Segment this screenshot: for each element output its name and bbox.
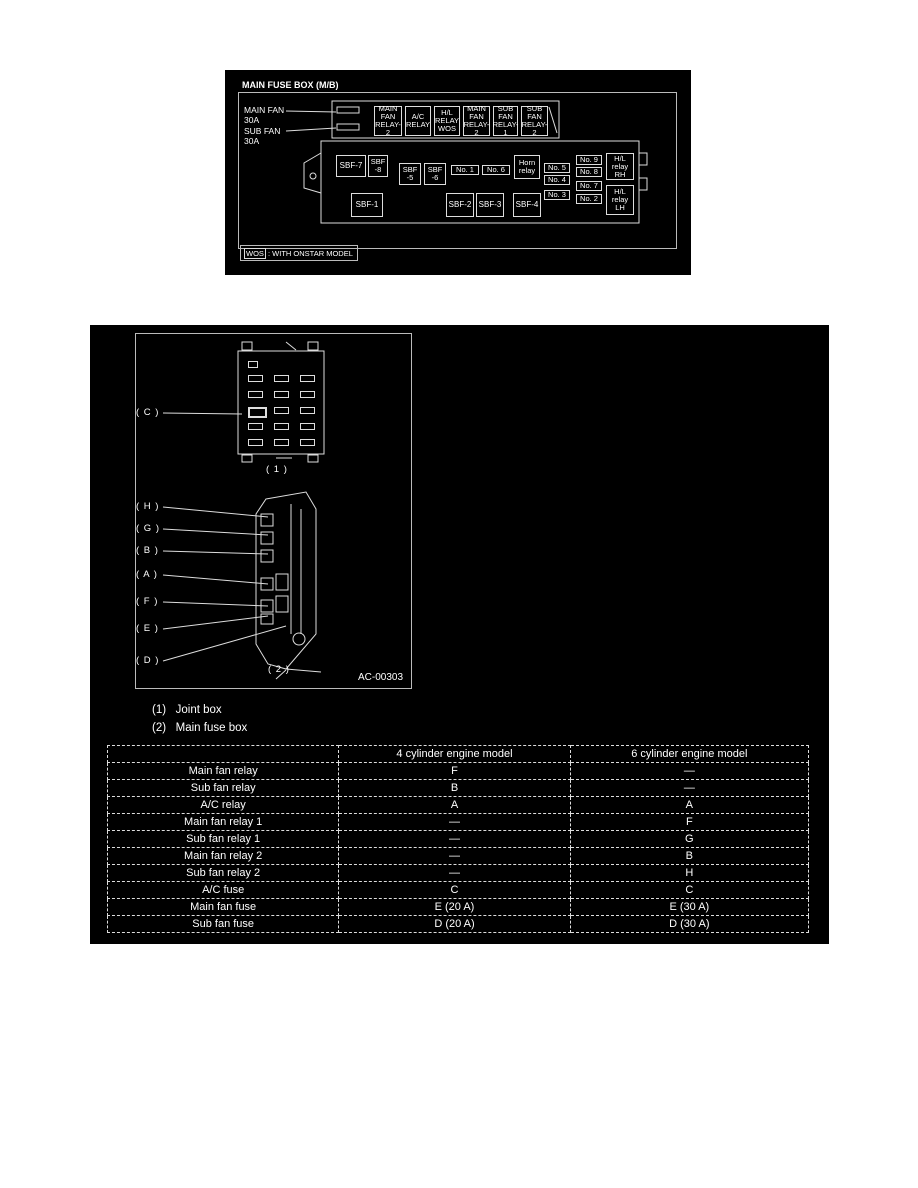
sub-fan-label: SUB FAN 30A	[244, 126, 281, 146]
relay-main-fan-2b: MAIN FAN RELAY-2	[463, 104, 490, 137]
fuse-no-3: No. 3	[544, 190, 570, 200]
callout-1: ( 1 )	[266, 464, 288, 475]
table-header: 4 cylinder engine model	[339, 746, 570, 763]
note-1-number: (1)	[152, 704, 167, 716]
table-cell: Main fan relay	[108, 763, 339, 780]
note-1-text: Joint box	[175, 704, 222, 716]
table-cell: Sub fan relay	[108, 780, 339, 797]
table-row	[108, 814, 809, 831]
table-cell: —	[339, 865, 570, 882]
table-row	[108, 882, 809, 899]
table-cell: A/C relay	[108, 797, 339, 814]
table-cell: Main fan fuse	[108, 899, 339, 916]
hl-relay-lh: H/L relay LH	[606, 185, 634, 215]
relay-ac: A/C RELAY	[405, 106, 431, 136]
table-row	[108, 797, 809, 814]
relay-location-table	[107, 745, 809, 933]
relay-sub-fan-1: SUB FAN RELAY-1	[492, 104, 519, 137]
note-1	[152, 704, 222, 716]
table-cell: E (30 A)	[570, 899, 808, 916]
fuse-slot	[248, 423, 263, 430]
fuse-slot	[300, 391, 315, 398]
callout-f: ( F )	[136, 596, 159, 607]
note-2	[152, 722, 247, 734]
table-cell: D (30 A)	[570, 916, 808, 933]
joint-box-drawing	[136, 334, 411, 688]
fuse-no-6: No. 6	[482, 165, 510, 175]
table-cell: G	[570, 831, 808, 848]
callout-a: ( A )	[136, 569, 158, 580]
table-cell: C	[570, 882, 808, 899]
table-cell: F	[570, 814, 808, 831]
fuse-slot	[300, 423, 315, 430]
callout-e: ( E )	[136, 623, 159, 634]
relay-location-figure	[90, 325, 829, 944]
table-cell: Main fan relay 2	[108, 848, 339, 865]
table-cell: —	[339, 848, 570, 865]
callout-b: ( B )	[136, 545, 159, 556]
table-row	[108, 899, 809, 916]
table-cell: H	[570, 865, 808, 882]
fuse-slot	[300, 439, 315, 446]
fuse-slot	[300, 375, 315, 382]
table-row	[108, 848, 809, 865]
table-header: 6 cylinder engine model	[570, 746, 808, 763]
table-header-row	[108, 746, 809, 763]
main-fuse-box-figure	[225, 70, 691, 275]
fuse-sbf-1: SBF-1	[351, 193, 383, 217]
table-cell: B	[339, 780, 570, 797]
fuse-slot	[248, 439, 263, 446]
fuse-slot	[248, 375, 263, 382]
table-cell: Sub fan relay 2	[108, 865, 339, 882]
callout-h: ( H )	[136, 501, 160, 512]
fuse-sbf-6: SBF -6	[424, 163, 446, 185]
table-row	[108, 780, 809, 797]
legend-wos: WOS	[246, 249, 264, 258]
fuse-slot	[248, 361, 258, 368]
table-cell: —	[339, 831, 570, 848]
table-row	[108, 916, 809, 933]
note-2-number: (2)	[152, 722, 167, 734]
table-cell: B	[570, 848, 808, 865]
table-cell: —	[570, 780, 808, 797]
hl-relay-rh: H/L relay RH	[606, 153, 634, 180]
fuse-no-2: No. 2	[576, 194, 602, 204]
fuse-no-1: No. 1	[451, 165, 479, 175]
table-cell: Main fan relay 1	[108, 814, 339, 831]
fuse-slot	[274, 407, 289, 414]
callout-g: ( G )	[136, 523, 160, 534]
fuse-no-4: No. 4	[544, 175, 570, 185]
table-row	[108, 831, 809, 848]
relay-hl-wos: H/L RELAY WOS	[434, 106, 460, 136]
callout-c: ( C )	[136, 407, 160, 418]
callout-2: ( 2 )	[268, 664, 290, 675]
fuse-sbf-8: SBF -8	[368, 155, 388, 177]
table-cell: —	[570, 763, 808, 780]
callout-d: ( D )	[136, 655, 160, 666]
main-fan-label: MAIN FAN 30A	[244, 105, 285, 125]
table-cell: —	[339, 814, 570, 831]
fuse-no-8: No. 8	[576, 167, 602, 177]
location-diagram	[135, 333, 412, 689]
table-cell: A	[339, 797, 570, 814]
legend	[240, 245, 358, 261]
table-cell: C	[339, 882, 570, 899]
fuse-sbf-7: SBF-7	[336, 155, 366, 177]
table-header	[108, 746, 339, 763]
table-cell: A	[570, 797, 808, 814]
relay-sub-fan-2: SUB FAN RELAY-2	[521, 104, 548, 137]
table-cell: F	[339, 763, 570, 780]
fuse-slot	[274, 423, 289, 430]
fuse-slot	[248, 391, 263, 398]
fuse-slot	[274, 439, 289, 446]
fuse-slot	[300, 407, 315, 414]
note-2-text: Main fuse box	[175, 722, 248, 734]
table-cell: Sub fan relay 1	[108, 831, 339, 848]
fuse-sbf-5: SBF -5	[399, 163, 421, 185]
horn-relay: Horn relay	[514, 155, 540, 179]
fuse-sbf-2: SBF-2	[446, 193, 474, 217]
ac-fuse-slot-highlight	[248, 407, 267, 418]
fuse-slot	[274, 391, 289, 398]
figure-code: AC-00303	[358, 672, 404, 683]
fuse-no-7: No. 7	[576, 181, 602, 191]
fuse-no-5: No. 5	[544, 163, 570, 173]
table-cell: E (20 A)	[339, 899, 570, 916]
table-cell: Sub fan fuse	[108, 916, 339, 933]
fuse-box-outline	[238, 92, 677, 249]
legend-text: : WITH ONSTAR MODEL	[268, 249, 353, 258]
fuse-no-9: No. 9	[576, 155, 602, 165]
fuse-slot	[274, 375, 289, 382]
table-cell: D (20 A)	[339, 916, 570, 933]
fuse-sbf-4: SBF-4	[513, 193, 541, 217]
table-row	[108, 763, 809, 780]
fuse-sbf-3: SBF-3	[476, 193, 504, 217]
relay-main-fan-2: MAIN FAN RELAY-2	[375, 104, 401, 137]
table-row	[108, 865, 809, 882]
figure-title: MAIN FUSE BOX (M/B)	[242, 80, 339, 90]
table-cell: A/C fuse	[108, 882, 339, 899]
